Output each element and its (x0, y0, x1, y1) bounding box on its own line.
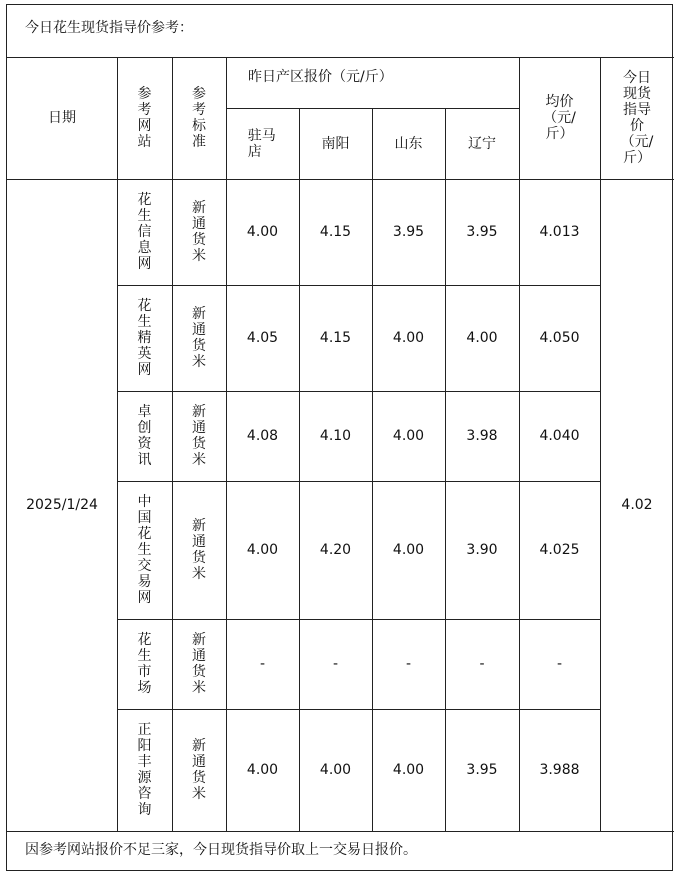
standard-cell (172, 709, 226, 831)
average-cell-text: 4.040 (539, 428, 580, 444)
standard-cell (172, 619, 226, 709)
header-region (299, 108, 372, 179)
footnote: 因参考网站报价不足三家，今日现货指导价取上一交易日报价。 (25, 842, 417, 858)
price-cell-text: 4.15 (319, 224, 352, 240)
standard-cell (172, 391, 226, 481)
price-cell (299, 285, 372, 391)
header-standard (172, 57, 226, 179)
price-cell (445, 709, 519, 831)
price-cell (445, 285, 519, 391)
price-cell-text: 4.00 (466, 330, 498, 346)
price-cell-text: - (332, 656, 339, 672)
price-cell-text: 4.00 (319, 762, 352, 778)
average-cell (519, 709, 600, 831)
header-standard-text: 参考标准 (191, 86, 206, 150)
price-cell (299, 391, 372, 481)
price-cell (226, 481, 299, 619)
price-cell (372, 619, 445, 709)
site-cell (117, 619, 172, 709)
price-cell (445, 619, 519, 709)
header-average-text: 均价（元/斤） (543, 94, 576, 142)
header-website-text: 参考网站 (137, 86, 152, 150)
price-cell-text: 4.10 (319, 428, 352, 444)
header-region-text: 驻马店 (247, 127, 276, 160)
price-cell (299, 709, 372, 831)
header-region-text: 南阳 (321, 135, 350, 152)
price-cell (226, 619, 299, 709)
price-cell-text: 3.90 (466, 542, 498, 558)
price-cell-text: 4.15 (319, 330, 352, 346)
site-cell (117, 285, 172, 391)
price-cell-text: - (259, 656, 266, 672)
average-cell-text: - (556, 656, 563, 672)
price-cell (299, 481, 372, 619)
average-cell-text: 4.050 (539, 330, 580, 346)
header-date-text: 日期 (48, 110, 76, 126)
header-date (7, 57, 117, 179)
header-website (117, 57, 172, 179)
table-bottom-divider (7, 831, 674, 832)
price-cell (372, 481, 445, 619)
guide-price-cell-text: 4.02 (621, 497, 653, 513)
site-cell (117, 179, 172, 285)
header-guide-price-text: 今日现货指导价（元/斤） (620, 70, 654, 166)
header-region (372, 108, 445, 179)
price-cell-text: 3.95 (392, 224, 425, 240)
price-cell (226, 391, 299, 481)
average-cell (519, 619, 600, 709)
price-cell (226, 179, 299, 285)
date-cell-text: 2025/1/24 (26, 497, 98, 513)
standard-cell-text: 新通货米 (191, 200, 206, 264)
header-yesterday-group (226, 57, 519, 108)
average-cell (519, 285, 600, 391)
site-cell (117, 709, 172, 831)
price-cell-text: 4.00 (392, 428, 425, 444)
header-yesterday-group-text: 昨日产区报价（元/斤） (248, 69, 393, 85)
site-cell-text: 花生信息网 (137, 192, 152, 272)
price-cell (445, 391, 519, 481)
site-cell-text: 中国花生交易网 (137, 494, 152, 606)
average-cell (519, 481, 600, 619)
site-cell (117, 481, 172, 619)
price-cell (372, 391, 445, 481)
site-cell-text: 花生市场 (137, 632, 152, 696)
price-cell-text: 3.95 (466, 762, 498, 778)
price-cell (226, 709, 299, 831)
site-cell (117, 391, 172, 481)
price-cell (299, 179, 372, 285)
price-cell-text: 4.05 (246, 330, 279, 346)
price-cell-text: 4.00 (392, 762, 425, 778)
price-cell (445, 179, 519, 285)
standard-cell-text: 新通货米 (191, 632, 206, 696)
price-cell (445, 481, 519, 619)
average-cell (519, 179, 600, 285)
header-region-text: 山东 (394, 135, 423, 152)
average-cell-text: 3.988 (539, 762, 580, 778)
price-cell (372, 285, 445, 391)
price-cell (226, 285, 299, 391)
price-cell-text: 4.00 (392, 330, 425, 346)
average-cell (519, 391, 600, 481)
standard-cell (172, 481, 226, 619)
date-cell (7, 179, 117, 831)
document-title: 今日花生现货指导价参考： (25, 20, 193, 36)
average-cell-text: 4.013 (539, 224, 580, 240)
price-cell (299, 619, 372, 709)
average-cell-text: 4.025 (539, 542, 580, 558)
standard-cell-text: 新通货米 (191, 404, 206, 468)
standard-cell (172, 285, 226, 391)
header-region (226, 108, 299, 179)
price-cell-text: 4.00 (246, 542, 279, 558)
price-cell-text: 4.08 (246, 428, 279, 444)
price-cell-text: 4.00 (246, 762, 279, 778)
site-cell-text: 花生精英网 (137, 298, 152, 378)
price-document (6, 4, 673, 871)
guide-price-cell (600, 179, 674, 831)
price-cell (372, 709, 445, 831)
price-cell-text: 4.20 (319, 542, 352, 558)
standard-cell-text: 新通货米 (191, 738, 206, 802)
standard-cell-text: 新通货米 (191, 518, 206, 582)
header-average (519, 57, 600, 179)
standard-cell-text: 新通货米 (191, 306, 206, 370)
price-cell-text: 3.95 (466, 224, 498, 240)
site-cell-text: 正阳丰源咨询 (137, 722, 152, 818)
site-cell-text: 卓创资讯 (137, 404, 152, 468)
price-cell (372, 179, 445, 285)
price-cell-text: - (479, 656, 485, 672)
price-cell-text: 4.00 (392, 542, 425, 558)
price-cell-text: 3.98 (466, 428, 498, 444)
price-cell-text: - (405, 656, 412, 672)
standard-cell (172, 179, 226, 285)
header-region-text: 辽宁 (468, 135, 496, 152)
header-guide-price (600, 57, 674, 179)
header-region (445, 108, 519, 179)
price-cell-text: 4.00 (246, 224, 279, 240)
